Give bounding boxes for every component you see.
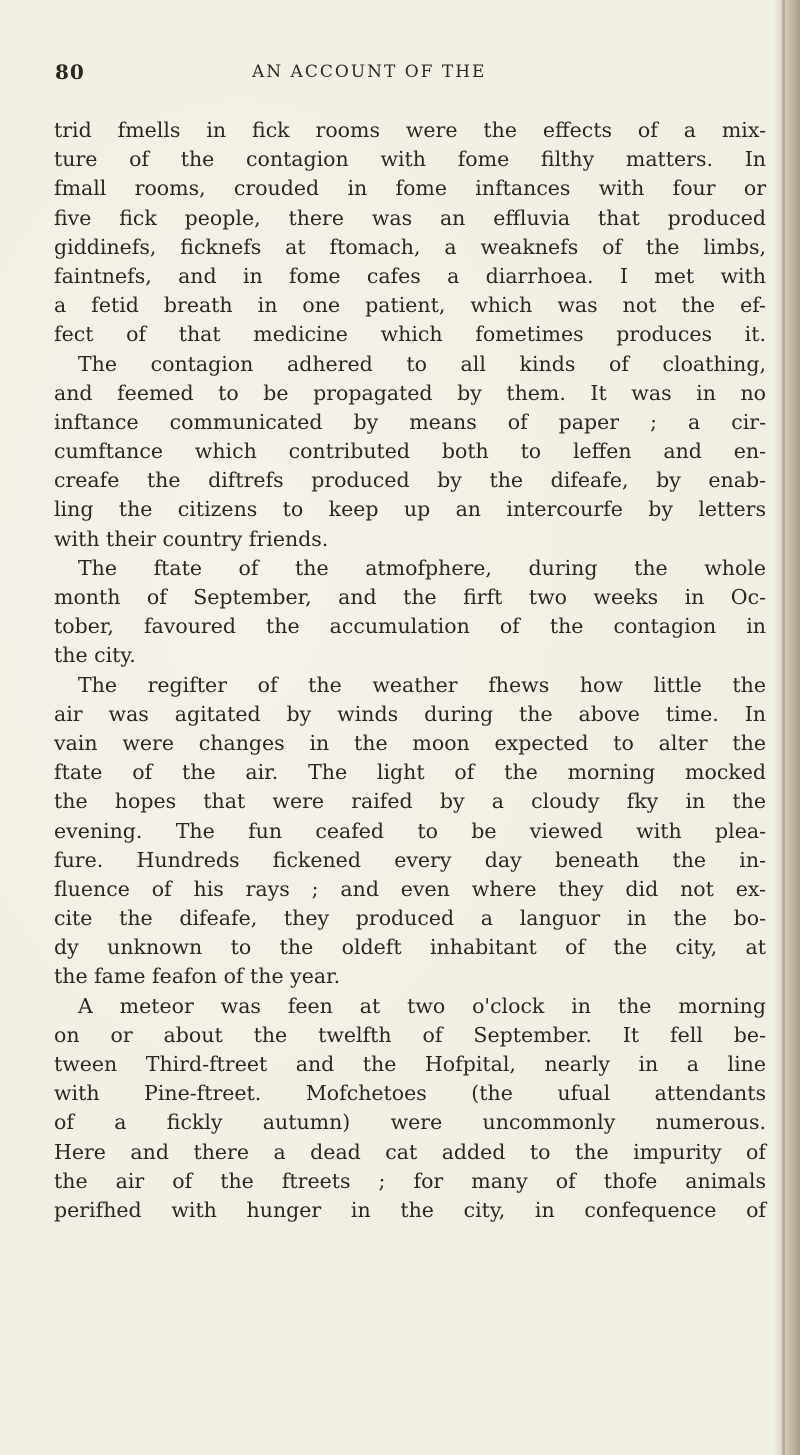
- paragraph: [54, 554, 766, 671]
- text-line: five fick people, there was an effluvia that produced: [54, 205, 766, 230]
- running-title: AN ACCOUNT OF THE: [252, 62, 487, 82]
- text-line: dy unknown to the oldeft inhabitant of the city, at: [54, 935, 766, 960]
- page-spine-edge: [774, 0, 800, 1455]
- text-line: ftate of the air. The light of the morning mocked: [54, 760, 766, 785]
- paragraph: [54, 671, 766, 992]
- text-line: on or about the twelfth of September. It fell be-: [54, 1022, 766, 1047]
- text-line: of a fickly autumn) were uncommonly numerous.: [54, 1110, 766, 1135]
- page-number: 80: [55, 60, 85, 84]
- text-line: cumftance which contributed both to leffen and en-: [54, 439, 766, 464]
- text-line: air was agitated by winds during the above time. In: [54, 701, 766, 726]
- text-line: The ftate of the atmofphere, during the whole: [78, 555, 766, 580]
- text-line: month of September, and the firft two weeks in Oc-: [54, 585, 766, 609]
- text-line: vain were changes in the moon expected to alter the: [54, 730, 766, 755]
- text-line: and feemed to be propagated by them. It was in no: [54, 380, 766, 405]
- text-line: fmall rooms, crouded in fome inftances with four or: [54, 176, 766, 201]
- text-line: The contagion adhered to all kinds of cloathing,: [78, 351, 766, 376]
- text-line: tween Third-ftreet and the Hofpital, nearly in a line: [54, 1052, 766, 1076]
- text-line: the fame feafon of the year.: [54, 964, 341, 989]
- running-head: [0, 60, 800, 90]
- text-line: A meteor was feen at two o'clock in the morning: [78, 993, 766, 1018]
- text-line: with their country friends.: [54, 526, 329, 551]
- paragraph: [54, 992, 766, 1226]
- text-line: giddinefs, ficknefs at ftomach, a weaknefs of the limbs,: [54, 234, 766, 259]
- text-line: the air of the ftreets ; for many of thofe animals: [54, 1168, 766, 1193]
- text-line: perifhed with hunger in the city, in confequence of: [54, 1197, 766, 1222]
- text-line: creafe the diftrefs produced by the difeafe, by enab-: [54, 468, 766, 493]
- text-line: fect of that medicine which fometimes produces it.: [54, 322, 766, 347]
- text-line: the city.: [54, 643, 136, 668]
- text-line: cite the difeafe, they produced a languor in the bo-: [54, 906, 766, 931]
- text-line: evening. The fun ceafed to be viewed with plea-: [54, 818, 766, 843]
- text-line: Here and there a dead cat added to the impurity of: [54, 1139, 766, 1164]
- text-line: ling the citizens to keep up an intercourfe by letters: [54, 497, 766, 522]
- text-line: ture of the contagion with fome filthy matters. In: [54, 147, 766, 172]
- text-line: the hopes that were raifed by a cloudy fky in the: [54, 789, 766, 814]
- text-line: fluence of his rays ; and even where they did not ex-: [54, 876, 766, 901]
- text-line: with Pine-ftreet. Mofchetoes (the ufual attendants: [54, 1081, 766, 1106]
- text-line: trid fmells in fick rooms were the effects of a mix-: [54, 118, 766, 142]
- paragraph: [54, 350, 766, 554]
- text-line: tober, favoured the accumulation of the contagion in: [54, 614, 766, 639]
- text-line: inftance communicated by means of paper ; a cir-: [54, 409, 766, 434]
- text-line: a fetid breath in one patient, which was not the ef-: [54, 293, 766, 318]
- paragraph: [54, 116, 766, 350]
- text-line: The regifter of the weather fhews how little the: [78, 672, 766, 697]
- text-line: fure. Hundreds fickened every day beneath the in-: [54, 847, 766, 872]
- body-text: [54, 116, 766, 1225]
- text-line: faintnefs, and in fome cafes a diarrhoea. I met with: [54, 263, 766, 288]
